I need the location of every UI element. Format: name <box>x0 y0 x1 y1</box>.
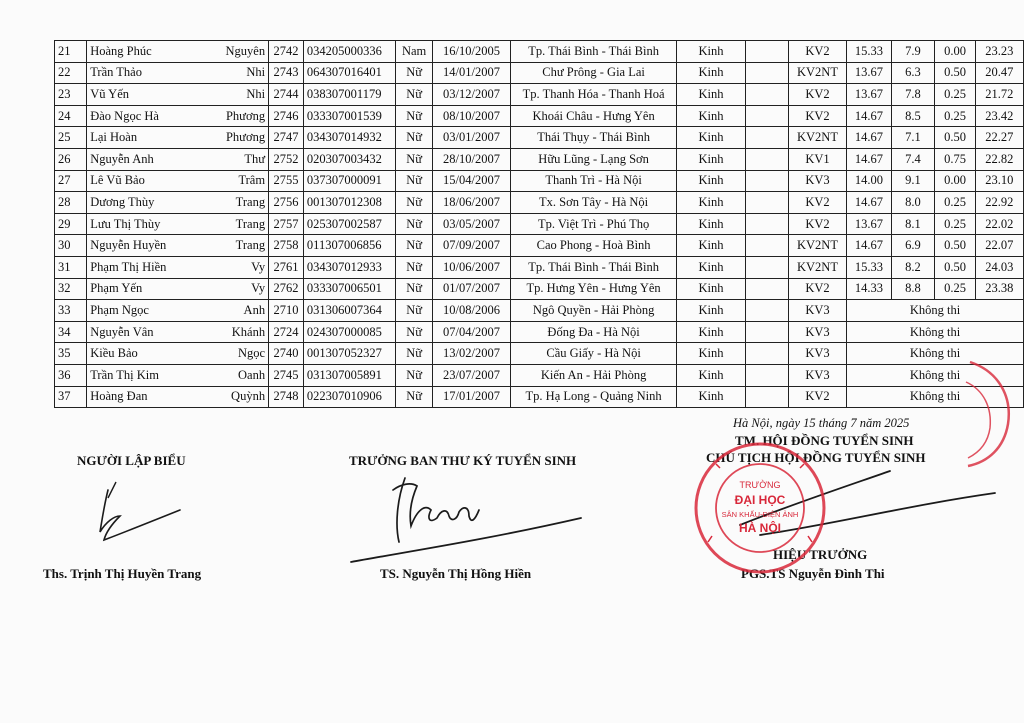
score-2: 7.8 <box>891 84 935 106</box>
candidate-number: 2746 <box>269 105 304 127</box>
gender: Nữ <box>396 192 433 214</box>
citizen-id: 022307010906 <box>303 386 395 408</box>
empty-cell <box>745 170 788 192</box>
empty-cell <box>745 256 788 278</box>
stamp-line3: SÂN KHẤU-ĐIỆN ẢNH <box>721 510 799 519</box>
given-name: Thư <box>209 148 269 170</box>
table-row <box>55 235 1024 257</box>
birthplace: Tp. Thanh Hóa - Thanh Hoá <box>511 84 677 106</box>
bonus-score: 0.75 <box>935 148 975 170</box>
priority-area: KV2 <box>788 105 846 127</box>
score-2: 6.3 <box>891 62 935 84</box>
table-row <box>55 278 1024 300</box>
citizen-id: 034307012933 <box>303 256 395 278</box>
candidate-number: 2757 <box>269 213 304 235</box>
ethnicity: Kinh <box>677 62 746 84</box>
given-name: Trâm <box>209 170 269 192</box>
candidate-number: 2740 <box>269 343 304 365</box>
given-name: Khánh <box>209 321 269 343</box>
given-name: Anh <box>209 300 269 322</box>
last-middle-name: Trần Thị Kim <box>87 364 209 386</box>
council-title-line2: CHỦ TỊCH HỘI ĐỒNG TUYỂN SINH <box>706 450 926 465</box>
birthplace: Chư Prông - Gia Lai <box>511 62 677 84</box>
citizen-id: 011307006856 <box>303 235 395 257</box>
given-name: Quỳnh <box>209 386 269 408</box>
date-of-birth: 03/05/2007 <box>432 213 510 235</box>
candidate-number: 2752 <box>269 148 304 170</box>
priority-area: KV3 <box>788 170 846 192</box>
citizen-id: 034307014932 <box>303 127 395 149</box>
signing-date: Hà Nội, ngày 15 tháng 7 năm 2025 <box>733 416 910 430</box>
candidate-number: 2743 <box>269 62 304 84</box>
row-index: 32 <box>55 278 87 300</box>
score-2: 8.5 <box>891 105 935 127</box>
secretary-signature <box>345 470 595 570</box>
last-middle-name: Phạm Yến <box>87 278 209 300</box>
date-of-birth: 10/06/2007 <box>432 256 510 278</box>
citizen-id: 020307003432 <box>303 148 395 170</box>
bonus-score: 0.25 <box>935 213 975 235</box>
date-of-birth: 10/08/2006 <box>432 300 510 322</box>
table-row <box>55 170 1024 192</box>
given-name: Vy <box>209 256 269 278</box>
table-row <box>55 148 1024 170</box>
results-table <box>54 40 1024 408</box>
bonus-score: 0.50 <box>935 256 975 278</box>
gender: Nữ <box>396 84 433 106</box>
candidate-number: 2747 <box>269 127 304 149</box>
date-of-birth: 17/01/2007 <box>432 386 510 408</box>
priority-area: KV1 <box>788 148 846 170</box>
given-name: Phương <box>209 105 269 127</box>
priority-area: KV2 <box>788 386 846 408</box>
empty-cell <box>745 235 788 257</box>
ethnicity: Kinh <box>677 84 746 106</box>
ethnicity: Kinh <box>677 300 746 322</box>
last-middle-name: Hoàng Đan <box>87 386 209 408</box>
row-index: 25 <box>55 127 87 149</box>
birthplace: Đống Đa - Hà Nội <box>511 321 677 343</box>
score-1: 14.67 <box>847 192 891 214</box>
gender: Nữ <box>396 300 433 322</box>
priority-area: KV3 <box>788 321 846 343</box>
date-of-birth: 07/09/2007 <box>432 235 510 257</box>
bonus-score: 0.00 <box>935 170 975 192</box>
table-row <box>55 192 1024 214</box>
date-of-birth: 23/07/2007 <box>432 364 510 386</box>
empty-cell <box>745 213 788 235</box>
given-name: Nhi <box>209 62 269 84</box>
score-2: 7.1 <box>891 127 935 149</box>
gender: Nữ <box>396 343 433 365</box>
row-index: 27 <box>55 170 87 192</box>
last-middle-name: Dương Thùy <box>87 192 209 214</box>
table-row <box>55 62 1024 84</box>
last-middle-name: Lê Vũ Bảo <box>87 170 209 192</box>
ethnicity: Kinh <box>677 235 746 257</box>
preparer-name: Ths. Trịnh Thị Huyền Trang <box>43 566 202 581</box>
priority-area: KV2 <box>788 278 846 300</box>
birthplace: Kiến An - Hải Phòng <box>511 364 677 386</box>
row-index: 34 <box>55 321 87 343</box>
citizen-id: 037307000091 <box>303 170 395 192</box>
last-middle-name: Đào Ngọc Hà <box>87 105 209 127</box>
birthplace: Khoái Châu - Hưng Yên <box>511 105 677 127</box>
citizen-id: 024307000085 <box>303 321 395 343</box>
date-of-birth: 14/01/2007 <box>432 62 510 84</box>
total-score: 23.23 <box>975 41 1023 63</box>
given-name: Vy <box>209 278 269 300</box>
priority-area: KV2 <box>788 213 846 235</box>
empty-cell <box>745 278 788 300</box>
total-score: 22.92 <box>975 192 1023 214</box>
date-of-birth: 07/04/2007 <box>432 321 510 343</box>
priority-area: KV3 <box>788 343 846 365</box>
empty-cell <box>745 41 788 63</box>
birthplace: Tp. Thái Bình - Thái Bình <box>511 41 677 63</box>
date-of-birth: 08/10/2007 <box>432 105 510 127</box>
empty-cell <box>745 62 788 84</box>
priority-area: KV3 <box>788 364 846 386</box>
row-index: 35 <box>55 343 87 365</box>
candidate-number: 2761 <box>269 256 304 278</box>
priority-area: KV2 <box>788 192 846 214</box>
citizen-id: 038307001179 <box>303 84 395 106</box>
ethnicity: Kinh <box>677 105 746 127</box>
priority-area: KV2NT <box>788 127 846 149</box>
empty-cell <box>745 84 788 106</box>
candidate-number: 2762 <box>269 278 304 300</box>
birthplace: Ngô Quyền - Hải Phòng <box>511 300 677 322</box>
row-index: 28 <box>55 192 87 214</box>
ethnicity: Kinh <box>677 213 746 235</box>
exam-note: Không thi <box>847 343 1024 365</box>
gender: Nữ <box>396 62 433 84</box>
birthplace: Hữu Lũng - Lạng Sơn <box>511 148 677 170</box>
ethnicity: Kinh <box>677 127 746 149</box>
score-1: 14.00 <box>847 170 891 192</box>
birthplace: Tp. Việt Trì - Phú Thọ <box>511 213 677 235</box>
total-score: 22.07 <box>975 235 1023 257</box>
priority-area: KV2 <box>788 41 846 63</box>
row-index: 33 <box>55 300 87 322</box>
priority-area: KV3 <box>788 300 846 322</box>
gender: Nam <box>396 41 433 63</box>
candidate-number: 2755 <box>269 170 304 192</box>
table-row <box>55 364 1024 386</box>
total-score: 21.72 <box>975 84 1023 106</box>
date-of-birth: 03/01/2007 <box>432 127 510 149</box>
citizen-id: 033307001539 <box>303 105 395 127</box>
gender: Nữ <box>396 170 433 192</box>
gender: Nữ <box>396 105 433 127</box>
bonus-score: 0.25 <box>935 278 975 300</box>
birthplace: Tp. Hạ Long - Quảng Ninh <box>511 386 677 408</box>
empty-cell <box>745 148 788 170</box>
exam-note: Không thi <box>847 386 1024 408</box>
row-index: 29 <box>55 213 87 235</box>
candidate-number: 2745 <box>269 364 304 386</box>
birthplace: Tp. Thái Bình - Thái Bình <box>511 256 677 278</box>
ethnicity: Kinh <box>677 41 746 63</box>
citizen-id: 031306007364 <box>303 300 395 322</box>
priority-area: KV2NT <box>788 256 846 278</box>
score-2: 8.0 <box>891 192 935 214</box>
row-index: 22 <box>55 62 87 84</box>
empty-cell <box>745 105 788 127</box>
priority-area: KV2NT <box>788 235 846 257</box>
row-index: 26 <box>55 148 87 170</box>
date-of-birth: 03/12/2007 <box>432 84 510 106</box>
score-1: 14.67 <box>847 127 891 149</box>
score-2: 6.9 <box>891 235 935 257</box>
birthplace: Tp. Hưng Yên - Hưng Yên <box>511 278 677 300</box>
empty-cell <box>745 127 788 149</box>
table-row <box>55 213 1024 235</box>
bonus-score: 0.25 <box>935 105 975 127</box>
table-row <box>55 105 1024 127</box>
given-name: Nhi <box>209 84 269 106</box>
total-score: 20.47 <box>975 62 1023 84</box>
row-index: 36 <box>55 364 87 386</box>
exam-note: Không thi <box>847 300 1024 322</box>
citizen-id: 033307006501 <box>303 278 395 300</box>
candidate-number: 2748 <box>269 386 304 408</box>
last-middle-name: Hoàng Phúc <box>87 41 209 63</box>
last-middle-name: Nguyễn Vân <box>87 321 209 343</box>
secretary-title: TRƯỞNG BAN THƯ KÝ TUYỂN SINH <box>349 453 577 468</box>
gender: Nữ <box>396 148 433 170</box>
bonus-score: 0.00 <box>935 41 975 63</box>
official-stamp <box>690 438 830 578</box>
last-middle-name: Phạm Thị Hiền <box>87 256 209 278</box>
score-2: 8.8 <box>891 278 935 300</box>
ethnicity: Kinh <box>677 321 746 343</box>
exam-note: Không thi <box>847 364 1024 386</box>
score-2: 7.4 <box>891 148 935 170</box>
last-middle-name: Kiều Bảo <box>87 343 209 365</box>
date-of-birth: 13/02/2007 <box>432 343 510 365</box>
candidate-number: 2724 <box>269 321 304 343</box>
council-title-line1: TM. HỘI ĐỒNG TUYỂN SINH <box>735 433 914 448</box>
empty-cell <box>745 321 788 343</box>
stamp-line1: TRƯỜNG <box>739 480 781 490</box>
score-1: 14.33 <box>847 278 891 300</box>
gender: Nữ <box>396 127 433 149</box>
stamp-line4: HÀ NỘI <box>739 521 781 535</box>
last-middle-name: Nguyễn Huyền <box>87 235 209 257</box>
score-2: 9.1 <box>891 170 935 192</box>
ethnicity: Kinh <box>677 192 746 214</box>
total-score: 23.10 <box>975 170 1023 192</box>
citizen-id: 025307002587 <box>303 213 395 235</box>
birthplace: Cầu Giấy - Hà Nội <box>511 343 677 365</box>
priority-area: KV2 <box>788 84 846 106</box>
bonus-score: 0.50 <box>935 235 975 257</box>
row-index: 21 <box>55 41 87 63</box>
table-row <box>55 256 1024 278</box>
score-1: 14.67 <box>847 105 891 127</box>
score-1: 13.67 <box>847 84 891 106</box>
table-row <box>55 386 1024 408</box>
ethnicity: Kinh <box>677 364 746 386</box>
total-score: 24.03 <box>975 256 1023 278</box>
date-of-birth: 15/04/2007 <box>432 170 510 192</box>
total-score: 22.82 <box>975 148 1023 170</box>
last-middle-name: Trần Thảo <box>87 62 209 84</box>
ethnicity: Kinh <box>677 148 746 170</box>
given-name: Nguyên <box>209 41 269 63</box>
table-row <box>55 300 1024 322</box>
empty-cell <box>745 300 788 322</box>
score-1: 15.33 <box>847 256 891 278</box>
principal-title: HIỆU TRƯỞNG <box>773 547 868 562</box>
secretary-name: TS. Nguyễn Thị Hồng Hiền <box>380 566 532 581</box>
given-name: Phương <box>209 127 269 149</box>
row-index: 30 <box>55 235 87 257</box>
given-name: Ngọc <box>209 343 269 365</box>
bonus-score: 0.50 <box>935 62 975 84</box>
citizen-id: 001307052327 <box>303 343 395 365</box>
birthplace: Cao Phong - Hoà Bình <box>511 235 677 257</box>
candidate-number: 2742 <box>269 41 304 63</box>
citizen-id: 001307012308 <box>303 192 395 214</box>
last-middle-name: Vũ Yến <box>87 84 209 106</box>
last-middle-name: Phạm Ngọc <box>87 300 209 322</box>
table-row <box>55 41 1024 63</box>
empty-cell <box>745 192 788 214</box>
gender: Nữ <box>396 213 433 235</box>
bonus-score: 0.25 <box>935 192 975 214</box>
total-score: 23.42 <box>975 105 1023 127</box>
birthplace: Tx. Sơn Tây - Hà Nội <box>511 192 677 214</box>
birthplace: Thanh Trì - Hà Nội <box>511 170 677 192</box>
table-row <box>55 84 1024 106</box>
candidate-number: 2756 <box>269 192 304 214</box>
date-of-birth: 18/06/2007 <box>432 192 510 214</box>
principal-name: PGS.TS Nguyễn Đình Thi <box>741 566 885 581</box>
score-1: 14.67 <box>847 235 891 257</box>
date-of-birth: 28/10/2007 <box>432 148 510 170</box>
gender: Nữ <box>396 364 433 386</box>
total-score: 22.02 <box>975 213 1023 235</box>
candidate-number: 2710 <box>269 300 304 322</box>
gender: Nữ <box>396 278 433 300</box>
priority-area: KV2NT <box>788 62 846 84</box>
row-index: 31 <box>55 256 87 278</box>
row-index: 23 <box>55 84 87 106</box>
last-middle-name: Lưu Thị Thùy <box>87 213 209 235</box>
score-2: 8.2 <box>891 256 935 278</box>
given-name: Trang <box>209 235 269 257</box>
score-1: 13.67 <box>847 62 891 84</box>
score-1: 14.67 <box>847 148 891 170</box>
table-row <box>55 321 1024 343</box>
bonus-score: 0.50 <box>935 127 975 149</box>
date-of-birth: 16/10/2005 <box>432 41 510 63</box>
ethnicity: Kinh <box>677 278 746 300</box>
row-index: 24 <box>55 105 87 127</box>
exam-note: Không thi <box>847 321 1024 343</box>
preparer-signature <box>90 478 290 558</box>
citizen-id: 064307016401 <box>303 62 395 84</box>
ethnicity: Kinh <box>677 343 746 365</box>
given-name: Trang <box>209 213 269 235</box>
stamp-line2: ĐẠI HỌC <box>734 493 786 507</box>
score-2: 7.9 <box>891 41 935 63</box>
gender: Nữ <box>396 321 433 343</box>
given-name: Oanh <box>209 364 269 386</box>
row-index: 37 <box>55 386 87 408</box>
gender: Nữ <box>396 235 433 257</box>
score-2: 8.1 <box>891 213 935 235</box>
citizen-id: 034205000336 <box>303 41 395 63</box>
citizen-id: 031307005891 <box>303 364 395 386</box>
ethnicity: Kinh <box>677 256 746 278</box>
last-middle-name: Nguyễn Anh <box>87 148 209 170</box>
bonus-score: 0.25 <box>935 84 975 106</box>
last-middle-name: Lại Hoàn <box>87 127 209 149</box>
candidate-number: 2744 <box>269 84 304 106</box>
empty-cell <box>745 364 788 386</box>
score-1: 15.33 <box>847 41 891 63</box>
empty-cell <box>745 386 788 408</box>
birthplace: Thái Thụy - Thái Bình <box>511 127 677 149</box>
ethnicity: Kinh <box>677 386 746 408</box>
gender: Nữ <box>396 386 433 408</box>
score-1: 13.67 <box>847 213 891 235</box>
edge-stamp-fragment <box>960 358 1020 468</box>
ethnicity: Kinh <box>677 170 746 192</box>
empty-cell <box>745 343 788 365</box>
total-score: 22.27 <box>975 127 1023 149</box>
given-name: Trang <box>209 192 269 214</box>
candidate-number: 2758 <box>269 235 304 257</box>
preparer-title: NGƯỜI LẬP BIỂU <box>77 453 186 468</box>
date-of-birth: 01/07/2007 <box>432 278 510 300</box>
table-row <box>55 343 1024 365</box>
gender: Nữ <box>396 256 433 278</box>
total-score: 23.38 <box>975 278 1023 300</box>
table-row <box>55 127 1024 149</box>
